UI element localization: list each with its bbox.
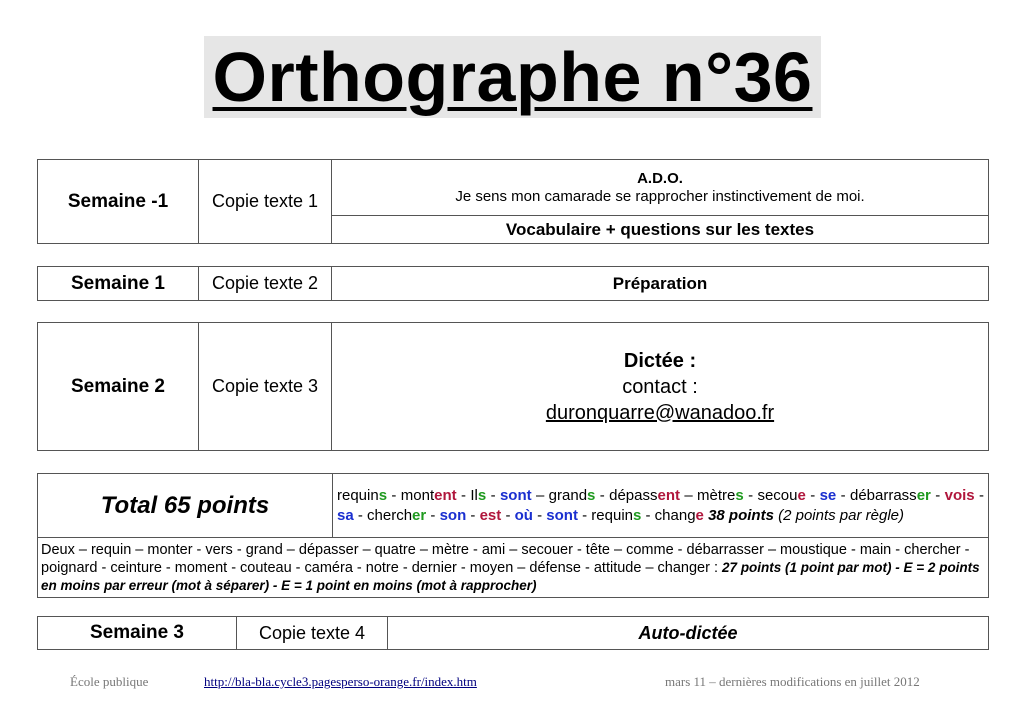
word-fragment: e xyxy=(695,506,704,524)
word-fragment: - xyxy=(974,487,984,504)
table-semaine-1 xyxy=(37,266,989,301)
word-fragment: - débarrass xyxy=(836,487,917,504)
table-semaine-2 xyxy=(37,322,989,451)
word-fragment: er xyxy=(916,487,931,504)
vocabulary-words: Deux – requin – monter - vers - grand – dépasser – quatre – mètre - ami – secouer - tête – comme - débarrasser – moustique - main - chercher - poignard - ceinture - moment - couteau - caméra - notre - dernier - moyen – défense - attitude – changer : xyxy=(41,541,970,576)
word-fragment: - xyxy=(486,487,500,504)
word-fragment: - xyxy=(805,487,820,504)
table-total xyxy=(37,473,989,598)
title-banner xyxy=(204,36,821,118)
copy-text-1: Copie texte 1 xyxy=(199,160,332,244)
footer-school: École publique xyxy=(70,674,149,689)
word-fragment: - xyxy=(930,487,945,504)
vocab-questions: Vocabulaire + questions sur les textes xyxy=(332,216,989,244)
word-fragment: s xyxy=(735,487,744,504)
auto-dictee: Auto-dictée xyxy=(388,617,989,650)
word-fragment: - dépass xyxy=(595,487,658,504)
word-fragment: vois xyxy=(944,487,975,504)
word-fragment: où xyxy=(514,506,533,524)
copy-text-4: Copie texte 4 xyxy=(237,617,388,650)
dictee-cell xyxy=(332,323,989,451)
ado-title: A.D.O. xyxy=(637,169,683,187)
total-points: Total 65 points xyxy=(38,474,333,538)
word-fragment: - cherch xyxy=(353,506,413,524)
week-label-semaine-minus-1: Semaine -1 xyxy=(38,160,199,244)
word-fragment: est xyxy=(479,506,502,524)
page-title: Orthographe n°36 xyxy=(212,38,813,116)
word-fragment: - xyxy=(426,506,440,524)
table-semaine-3 xyxy=(37,616,989,650)
copy-text-2: Copie texte 2 xyxy=(199,267,332,301)
vocabulary-scoring: 27 points (1 point par mot) - E = 2 points en moins par erreur (mot à séparer) - E = 1 point en moins (mot à rapprocher) xyxy=(41,559,980,593)
word-fragment: 38 points xyxy=(708,506,774,524)
week-label-semaine-1: Semaine 1 xyxy=(38,267,199,301)
contact-label: contact : xyxy=(622,375,698,398)
word-fragment: - xyxy=(532,506,547,524)
word-fragment: s xyxy=(587,487,596,504)
word-fragment: - xyxy=(466,506,480,524)
word-fragment: er xyxy=(412,506,427,524)
word-fragment: - mont xyxy=(387,487,435,504)
footer-date: mars 11 – dernières modifications en juillet 2012 xyxy=(665,674,920,689)
week-label-semaine-2: Semaine 2 xyxy=(38,323,199,451)
word-fragment: – mètre xyxy=(679,487,736,504)
word-fragment: se xyxy=(819,487,837,504)
word-fragment: sont xyxy=(499,487,532,504)
word-list-colored xyxy=(333,474,989,538)
word-fragment: e xyxy=(797,487,806,504)
copy-text-3: Copie texte 3 xyxy=(199,323,332,451)
word-fragment: - secou xyxy=(743,487,798,504)
ado-sentence: Je sens mon camarade se rapprocher instinctivement de moi. xyxy=(455,187,865,205)
email-link[interactable]: duronquarre@wanadoo.fr xyxy=(545,401,775,424)
word-fragment: ent xyxy=(434,487,457,504)
word-fragment: - Il xyxy=(456,487,478,504)
word-fragment: ent xyxy=(657,487,680,504)
word-fragment: - requin xyxy=(577,506,633,524)
word-fragment: (2 points par règle) xyxy=(778,506,904,524)
footer-url-link[interactable]: http://bla-bla.cycle3.pagesperso-orange.fr/index.htm xyxy=(204,674,477,689)
word-fragment: sa xyxy=(337,506,354,524)
vocabulary-list xyxy=(38,538,989,598)
word-fragment: s xyxy=(378,487,388,504)
word-fragment: - chang xyxy=(641,506,696,524)
preparation: Préparation xyxy=(332,267,989,301)
ado-cell xyxy=(332,160,989,216)
word-fragment: s xyxy=(633,506,642,524)
word-fragment: requin xyxy=(337,487,379,504)
word-fragment: – grand xyxy=(531,487,588,504)
week-label-semaine-3: Semaine 3 xyxy=(38,617,237,650)
word-fragment: son xyxy=(439,506,467,524)
word-fragment: s xyxy=(477,487,487,504)
dictee-label: Dictée : xyxy=(623,349,697,372)
table-semaine-minus-1 xyxy=(37,159,989,244)
word-fragment: - xyxy=(501,506,515,524)
word-fragment: sont xyxy=(546,506,578,524)
